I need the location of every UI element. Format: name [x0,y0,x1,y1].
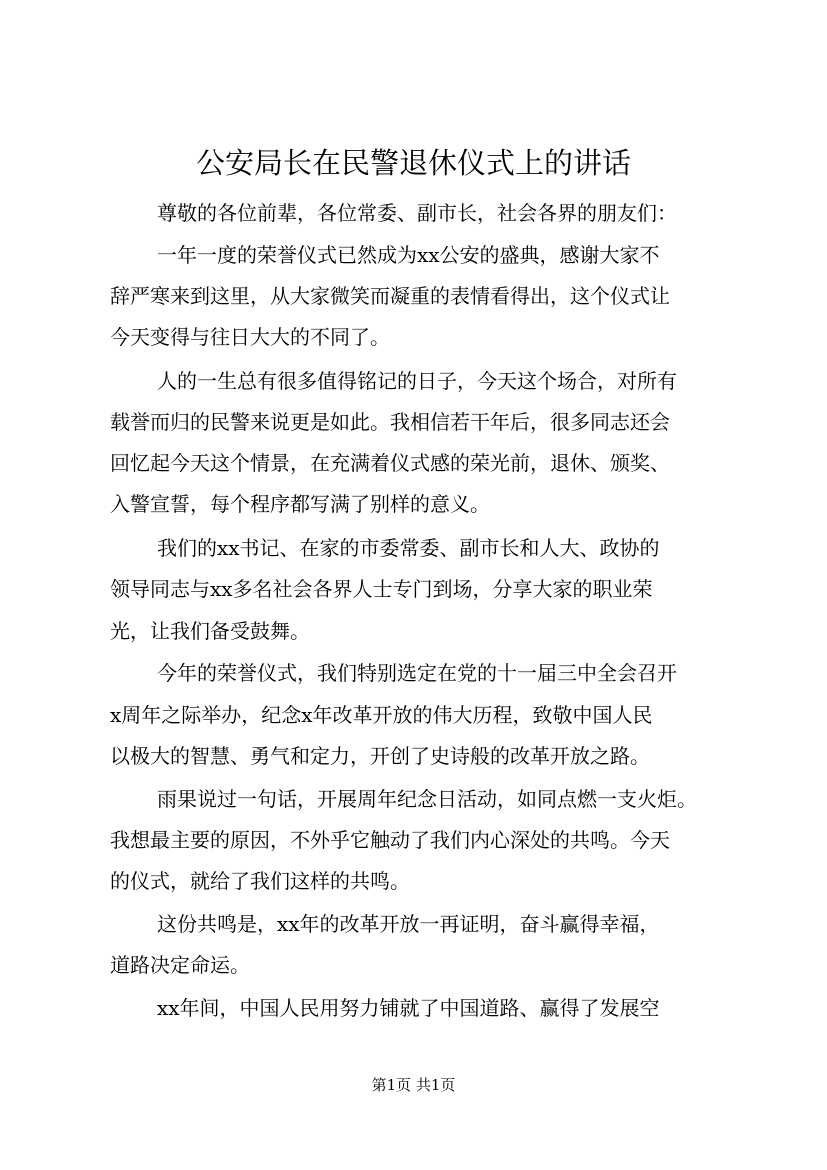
text-line: 今天变得与往日大大的不同了。 [110,325,390,349]
text-line: 一年一度的荣誉仪式已然成为xx公安的盛典，感谢大家不 [157,243,660,267]
text-line: 雨果说过一句话，开展周年纪念日活动，如同点燃一支火炬。 [157,787,697,811]
text-line: 回忆起今天这个情景，在充满着仪式感的荣光前，退休、颁奖、 [110,451,670,475]
text-line: 道路决定命运。 [110,953,250,977]
text-line: x周年之际举办，纪念x年改革开放的伟大历程，致敬中国人民 [110,703,653,727]
text-line: 的仪式，就给了我们这样的共鸣。 [110,869,410,893]
text-line: 入警宣誓，每个程序都写满了别样的意义。 [110,492,490,516]
text-line: 辞严寒来到这里，从大家微笑而凝重的表情看得出，这个仪式让 [110,284,670,308]
text-line: 领导同志与xx多名社会各界人士专门到场，分享大家的职业荣 [110,577,653,601]
text-line: xx年间，中国人民用努力铺就了中国道路、赢得了发展空 [157,996,660,1020]
text-line: 我们的xx书记、在家的市委常委、副市长和人大、政协的 [157,536,660,560]
text-line: 人的一生总有很多值得铭记的日子，今天这个场合，对所有 [157,369,677,393]
text-line: 我想最主要的原因，不外乎它触动了我们内心深处的共鸣。今天 [110,828,670,852]
document-title: 公安局长在民警退休仪式上的讲话 [195,146,631,180]
text-line: 今年的荣誉仪式，我们特别选定在党的十一届三中全会召开 [157,661,677,685]
page-number-footer: 第1页 共1页 [371,1076,456,1094]
text-line: 以极大的智慧、勇气和定力，开创了史诗般的改革开放之路。 [110,744,650,768]
text-line: 尊敬的各位前辈，各位常委、副市长，社会各界的朋友们： [157,201,677,225]
text-line: 载誉而归的民警来说更是如此。我相信若干年后，很多同志还会 [110,410,670,434]
text-line: 这份共鸣是，xx年的改革开放一再证明，奋斗赢得幸福， [157,912,660,936]
text-line: 光，让我们备受鼓舞。 [110,619,310,643]
